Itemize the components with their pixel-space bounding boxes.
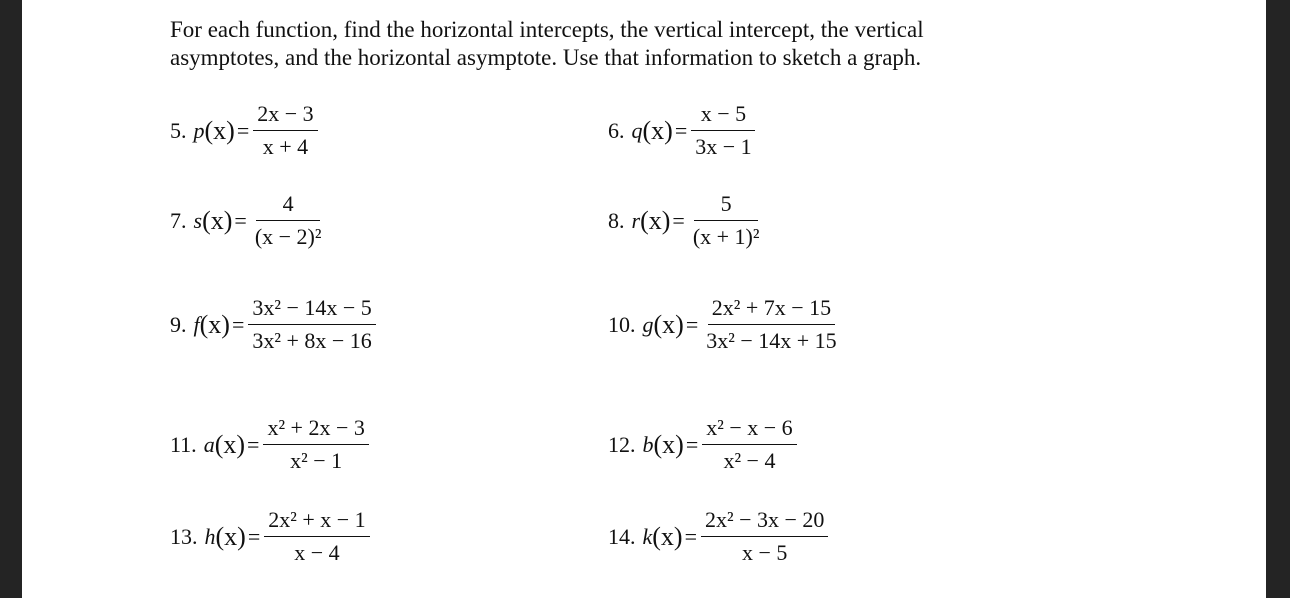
fraction [691,100,755,161]
denominator: 3x² − 14x + 15 [706,328,837,353]
right-margin-bar [1266,0,1290,598]
function-argument: (x) [653,309,684,339]
equals-sign: = [247,431,260,457]
numerator: x² − x − 6 [702,414,796,445]
denominator: (x + 1)² [692,224,760,249]
instructions-text: For each function, find the horizontal intercepts, the vertical intercept, the vertical asymptotes, and the horizontal asymptote. Use that information to sketch a graph. [170,17,924,70]
denominator: x − 5 [742,540,788,565]
numerator: 2x² + x − 1 [264,506,369,537]
equals-sign: = [685,311,699,337]
problem-number: 8. [608,207,625,233]
problem-14 [608,506,828,567]
fraction [702,414,796,475]
function-argument: (x) [642,115,673,145]
numerator: 4 [256,190,320,221]
numerator: 2x² + 7x − 15 [708,294,835,325]
function-argument: (x) [640,205,671,235]
problem-number: 10. [608,311,636,337]
fraction [263,414,368,475]
problem-11 [170,414,369,475]
document-page [22,0,1266,598]
numerator: 3x² − 14x − 5 [248,294,375,325]
function-argument: (x) [202,205,233,235]
problem-5 [170,100,318,161]
problem-7 [170,190,325,251]
equals-sign: = [674,117,688,143]
function-name: r [631,207,641,233]
function-name: f [193,311,200,337]
function-name: s [193,207,203,233]
function-argument: (x) [204,115,235,145]
problem-13 [170,506,370,567]
fraction [702,294,840,355]
problem-number: 9. [170,311,187,337]
problem-10 [608,294,841,355]
denominator: 3x² + 8x − 16 [252,328,372,353]
problem-6 [608,100,756,161]
denominator: x − 4 [294,540,340,565]
equals-sign: = [236,117,250,143]
equals-sign: = [685,431,699,457]
fraction [264,506,369,567]
problem-number: 13. [170,523,198,549]
problem-number: 11. [170,431,197,457]
function-name: h [204,523,216,549]
fraction [689,190,764,251]
function-name: p [193,117,205,143]
function-name: a [203,431,215,457]
denominator: x² − 1 [290,448,343,473]
numerator: 5 [694,190,758,221]
problem-number: 7. [170,207,187,233]
problem-number: 14. [608,523,636,549]
numerator: x² + 2x − 3 [263,414,368,445]
fraction [253,100,317,161]
equals-sign: = [672,207,685,233]
denominator: (x − 2)² [254,224,322,249]
equals-sign: = [684,523,698,549]
problem-8 [608,190,763,251]
function-name: b [642,431,654,457]
problem-number: 5. [170,117,187,143]
numerator: 2x² − 3x − 20 [701,506,828,537]
equals-sign: = [231,311,245,337]
function-argument: (x) [652,521,683,551]
denominator: 3x − 1 [695,134,752,159]
function-argument: (x) [653,429,684,459]
function-name: q [631,117,643,143]
numerator: 2x − 3 [253,100,317,131]
left-margin-bar [0,0,22,598]
function-argument: (x) [214,429,246,459]
numerator: x − 5 [691,100,755,131]
problem-number: 12. [608,431,636,457]
function-argument: (x) [215,521,246,551]
problem-12 [608,414,797,475]
problem-9 [170,294,376,355]
fraction [701,506,828,567]
function-name: g [642,311,654,337]
function-name: k [642,523,653,549]
equals-sign: = [234,207,247,233]
problem-number: 6. [608,117,625,143]
function-argument: (x) [199,309,230,339]
equals-sign: = [247,523,261,549]
fraction [248,294,375,355]
fraction [251,190,326,251]
denominator: x² − 4 [723,448,776,473]
denominator: x + 4 [262,134,309,159]
